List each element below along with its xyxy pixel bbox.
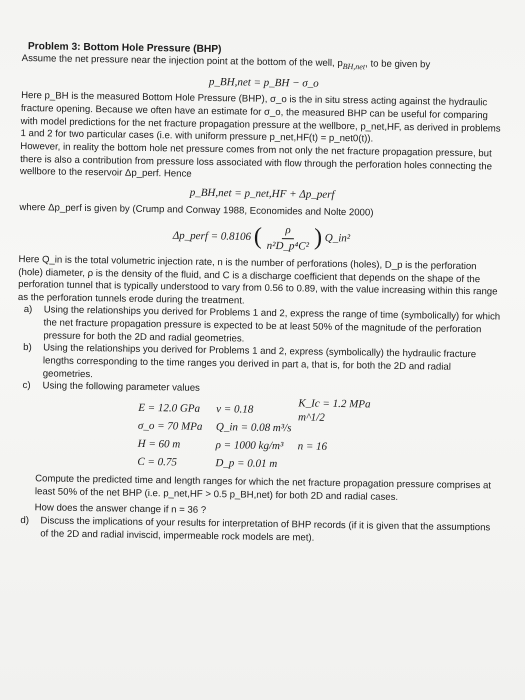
intro-subscript: BH,net (342, 62, 366, 72)
item-a-label: a) (23, 304, 33, 316)
parameter-table (137, 396, 501, 477)
param-value: ν = 0.18 (216, 402, 254, 416)
paren-close: ) (313, 224, 323, 251)
item-a-text: Using the relationships you derived for Problems 1 and 2, express the range of time (symbolically) for which the net fracture propagation pressure is expected to be at least 50% of the magnitude of the perforation pressure for both the 2D and radial geometries. (43, 304, 501, 345)
paragraph-perforation: However, in reality the bottom hole net pressure comes from not only the net fracture propagation pressure, but there is also a contribution from pressure loss associated with flow through the perforation holes connecting the wellbore to the reservoir Δp_perf. Hence (19, 141, 493, 181)
param-value: Q_in = 0.08 m³/s (215, 420, 292, 435)
item-b-label: b) (23, 342, 32, 354)
param-value: n = 16 (297, 440, 328, 453)
param-value: C = 0.75 (137, 455, 177, 469)
paragraph-definitions: Here Q_in is the total volumetric injection rate, n is the number of perforations (holes), D_p is the perforation (hole) diameter, ρ is the density of the fluid, and C is a discharge coefficient that depends on the shape of the perforation tunnel that is typically understood to vary from 0.56 to 0.89, with the value increasing within this range as the perforation tunnels erode during the treatment. (17, 253, 498, 307)
param-value: σ_o = 70 MPa (137, 419, 203, 433)
eq3-denominator: n²D_p⁴C² (266, 239, 310, 253)
param-value: ρ = 1000 kg/m³ (215, 438, 284, 452)
eq3-rhs: Q_in² (324, 232, 351, 245)
paren-open: ( (253, 223, 263, 250)
eq3-fraction (264, 223, 313, 254)
paragraph-where: where Δp_perf is given by (Crump and Conway 1988, Economides and Nolte 2000) (19, 201, 374, 219)
intro-tail: , to be given by (365, 58, 431, 71)
item-c-followup-2: How does the answer change if n = 36 ? (34, 502, 207, 517)
param-value (298, 428, 398, 430)
item-d-text: Discuss the implications of your results for interpretation of BHP records (if it is given that the assumptions of the 2D and radial inviscid, impermeable rock models are met). (40, 515, 491, 544)
param-value: D_p = 0.01 m (215, 456, 278, 470)
document-content (14, 40, 507, 548)
equation-bhp-sum: p_BH,net = p_net,HF + Δp_perf (189, 186, 335, 201)
item-c-label: c) (22, 380, 31, 392)
item-c-followup: Compute the predicted time and length ranges for which the net fracture propagation pressure comprises at least 50% of the net BHP (i.e. p_net,HF > 0.5 p_BH,net) for both 2D and radial cases. (34, 473, 492, 503)
param-value: E = 12.0 GPa (138, 401, 201, 415)
item-d-label: d) (20, 515, 30, 527)
param-value (297, 464, 397, 466)
eq3-lhs: Δp_perf = 0.8106 (172, 229, 252, 244)
equation-net-pressure: p_BH,net = p_BH − σ_o (208, 75, 319, 90)
eq3-numerator: ρ (282, 223, 294, 239)
equation-perforation-loss (19, 218, 504, 257)
param-value: H = 60 m (137, 437, 181, 451)
item-c-text: Using the following parameter values (42, 380, 200, 395)
problem-title: Problem 3: Bottom Hole Pressure (BHP) (27, 41, 222, 56)
param-value: K_Ic = 1.2 MPa m^1/2 (298, 396, 371, 424)
paragraph-bhp: Here p_BH is the measured Bottom Hole Pressure (BHP), σ_o is the in situ stress acting against the hydraulic fracture opening. Because we often have an estimate for σ_o, the measured BHP can be useful for comparing with model predictions for the net fracture propagation pressure at the wellbore, p_net,HF, as derived in problems 1 and 2 for two particular cases (i.e. with uniform pressure p_net,HF(t) = p_net0(t)). (20, 90, 501, 145)
intro-text: Assume the net pressure near the injection point at the bottom of the well, p (21, 53, 343, 70)
item-b-text: Using the relationships you derived for Problems 1 and 2, express (symbolically) the hydraulic fracture lengths corresponding to the time ranges you derived in part a, that is, for both the 2D and radial geometries. (42, 342, 477, 380)
